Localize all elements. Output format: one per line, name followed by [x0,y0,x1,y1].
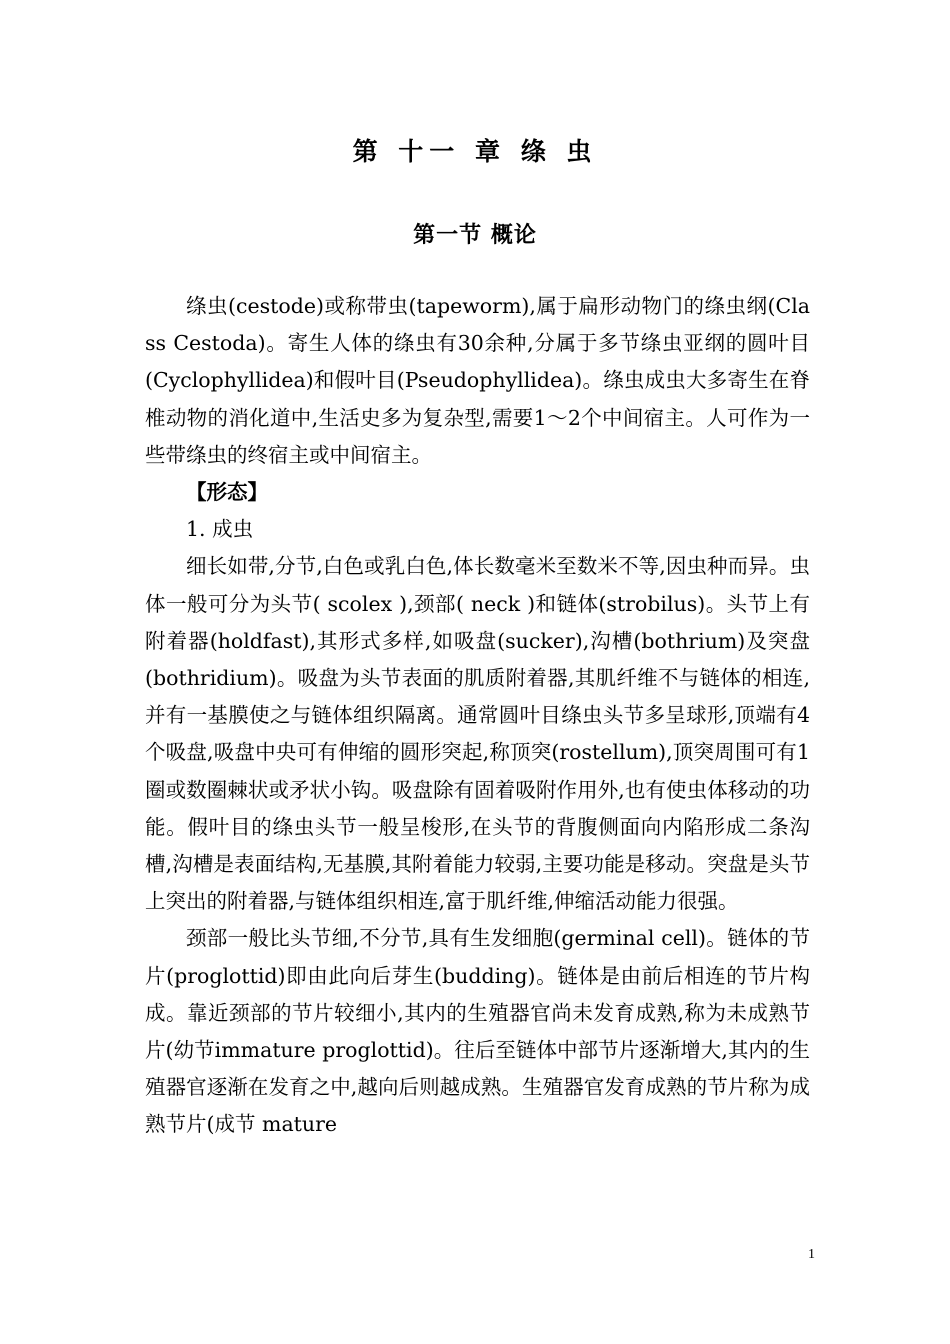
body-text [145,288,810,1144]
paragraph-neck-strobila: 颈部一般比头节细,不分节,具有生发细胞(germinal cell)。链体的节片(proglottid)即由此向后芽生(budding)。链体是由前后相连的节片构成。靠近颈部的节片较细小,其内的生殖器官尚未发育成熟,称为未成熟节片(幼节immature proglottid)。往后至链体中部节片逐渐增大,其内的生殖器官逐渐在发育之中,越向后则越成熟。生殖器官发育成熟的节片称为成熟节片(成节 mature [145,926,810,1137]
section-title: 第一节 概论 [413,222,537,248]
paragraph-intro: 绦虫(cestode)或称带虫(tapeworm),属于扁形动物门的绦虫纲(Class Cestoda)。寄生人体的绦虫有30余种,分属于多节绦虫亚纲的圆叶目(Cyclophyllidea)和假叶目(Pseudophyllidea)。绦虫成虫大多寄生在脊椎动物的消化道中,生活史多为复杂型,需要1～2个中间宿主。人可作为一些带绦虫的终宿主或中间宿主。 [145,294,810,467]
chapter-title: 第 十一 章 绦 虫 [352,137,598,166]
paragraph-adult-description: 细长如带,分节,白色或乳白色,体长数毫米至数米不等,因虫种而异。虫体一般可分为头节( scolex ),颈部( neck )和链体(strobilus)。头节上有附着器(holdfast),其形式多样,如吸盘(sucker),沟槽(bothrium)及突盘(bothridium)。吸盘为头节表面的肌质附着器,其肌纤维不与链体的相连,并有一基膜使之与链体组织隔离。通常圆叶目绦虫头节多呈球形,顶端有4个吸盘,吸盘中央可有伸缩的圆形突起,称顶突(rostellum),顶突周围可有1圈或数圈棘状或矛状小钩。吸盘除有固着吸附作用外,也有使虫体移动的功能。假叶目的绦虫头节一般呈梭形,在头节的背腹侧面向内陷形成二条沟槽,沟槽是表面结构,无基膜,其附着能力较弱,主要功能是移动。突盘是头节上突出的附着器,与链体组织相连,富于肌纤维,伸缩活动能力很强。 [145,554,810,914]
page-number: 1 [808,1247,815,1262]
heading-morphology: 【形态】 [186,480,268,505]
subheading-adult: 1. 成虫 [186,517,254,542]
